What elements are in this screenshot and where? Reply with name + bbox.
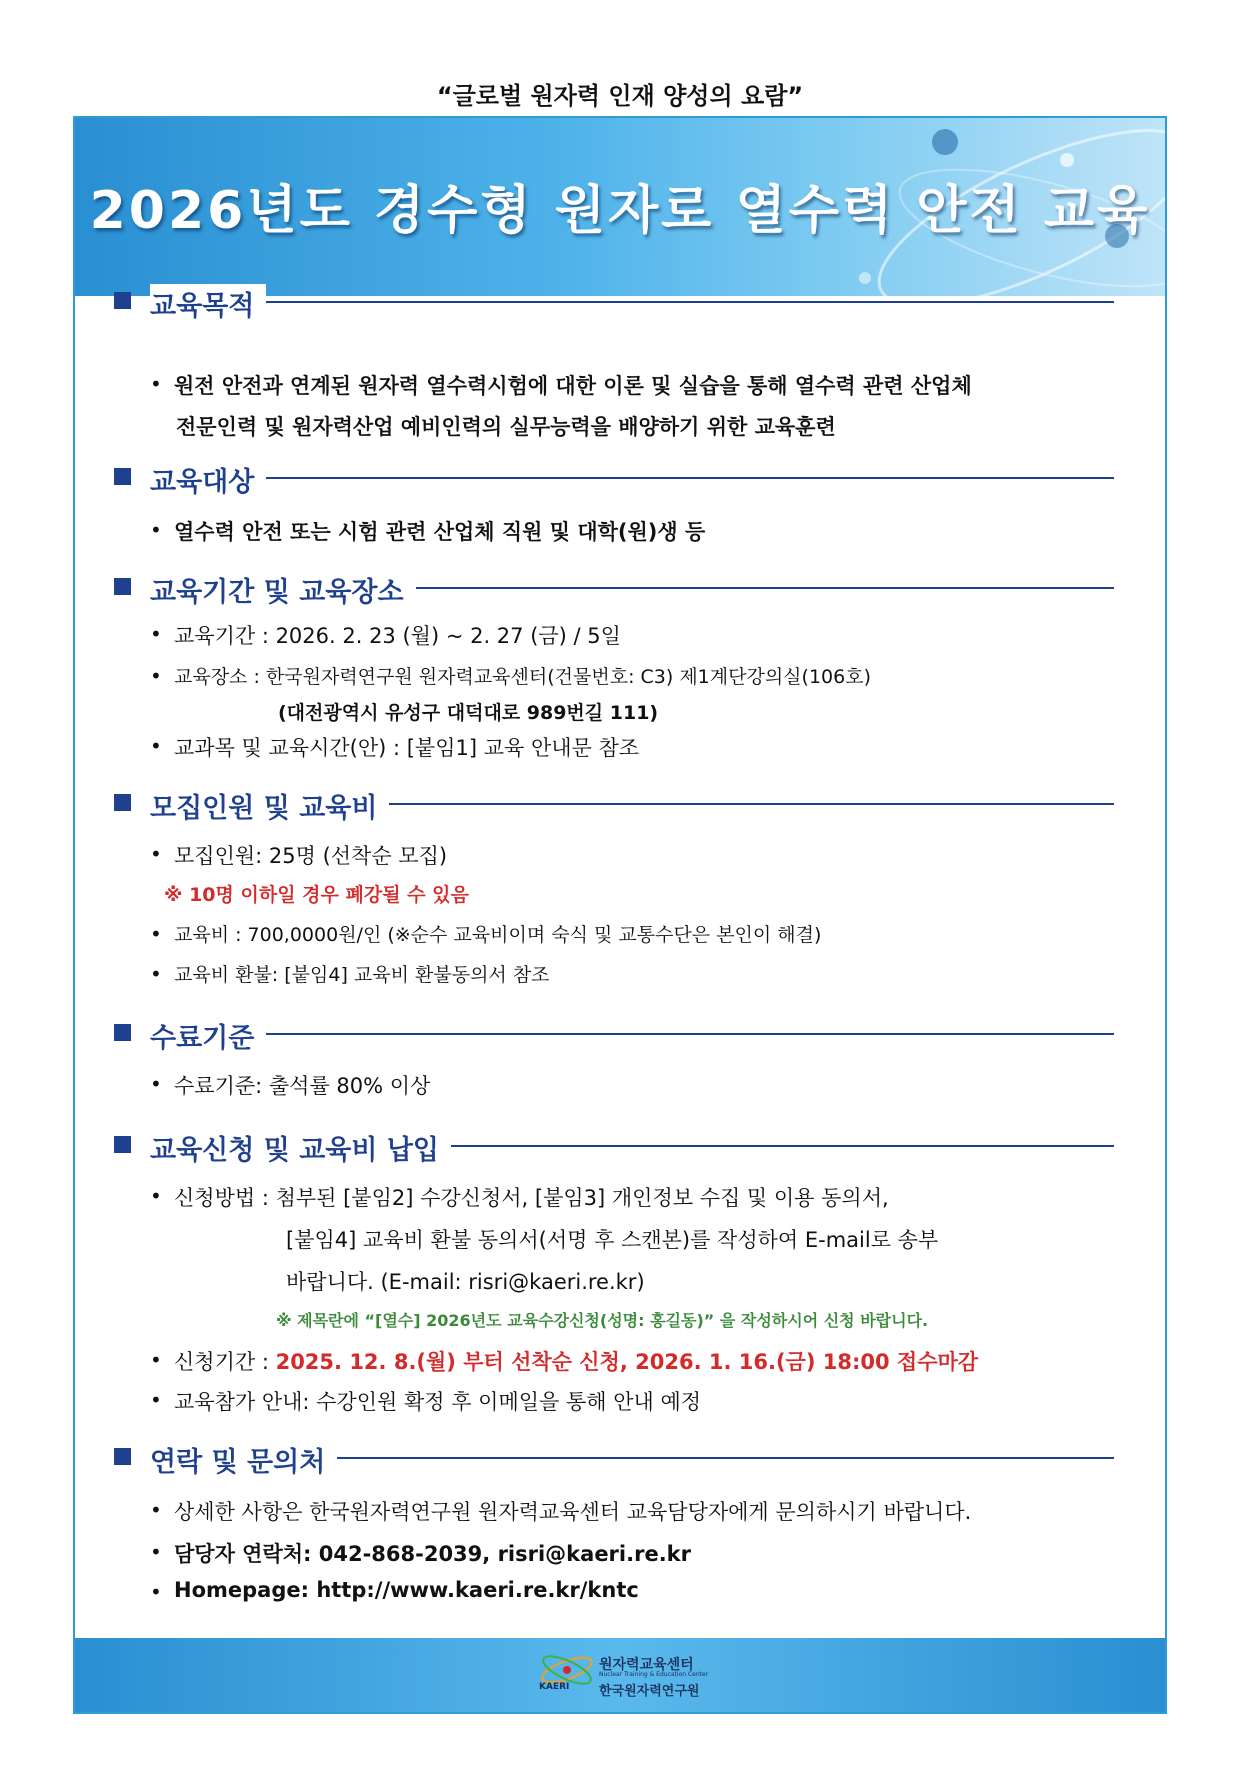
section-title: 교육신청 및 교육비 납입: [150, 1128, 451, 1167]
apply-note: ※ 제목란에 “[열수] 2026년도 교육수강신청(성명: 홍길동)” 을 작성하시어 신청 바랍니다.: [276, 1311, 929, 1330]
bullet-icon: •: [150, 1540, 162, 1564]
logo-org-name: 한국원자력연구원: [599, 1684, 700, 1699]
logo-org-abbr: KAERI: [539, 1682, 570, 1692]
bullet-icon: •: [150, 1072, 162, 1096]
section-purpose-header: [114, 284, 1114, 322]
purpose-line-2: 전문인력 및 원자력산업 예비인력의 실무능력을 배양하기 위한 교육훈련: [176, 415, 836, 439]
section-title: 수료기준: [150, 1016, 266, 1055]
logo-center-name: 원자력교육센터: [599, 1657, 694, 1673]
target-line: 열수력 안전 또는 시험 관련 산업체 직원 및 대학(원)생 등: [174, 520, 706, 544]
recruit-fee-line: 교육비 : 700,0000원/인 (※순수 교육비이며 숙식 및 교통수단은 본인이 해결): [174, 924, 822, 946]
period-place-line: 교육장소 : 한국원자력연구원 원자력교육센터(건물번호: C3) 제1계단강의실(106호): [174, 666, 871, 688]
bullet-icon: •: [150, 1580, 162, 1604]
section-apply-header: [114, 1128, 1114, 1166]
bullet-icon: •: [150, 842, 162, 866]
section-square-icon: [114, 292, 131, 309]
bullet-icon: •: [150, 922, 162, 946]
bullet-icon: •: [150, 518, 162, 542]
section-square-icon: [114, 468, 131, 485]
apply-method-line-3: 바랍니다. (E-mail: risri@kaeri.re.kr): [286, 1270, 645, 1294]
section-target-header: [114, 460, 1114, 498]
recruit-refund-line: 교육비 환불: [붙임4] 교육비 환불동의서 참조: [174, 964, 550, 986]
section-square-icon: [114, 578, 131, 595]
logo-center-sub: Nuclear Training & Education Center: [599, 1671, 709, 1678]
contact-line-1: 상세한 사항은 한국원자력연구원 원자력교육센터 교육담당자에게 문의하시기 바랍니다.: [174, 1500, 972, 1524]
bullet-icon: •: [150, 962, 162, 986]
bullet-icon: •: [150, 664, 162, 688]
apply-period-value: 2025. 12. 8.(월) 부터 선착순 신청, 2026. 1. 16.(금) 18:00 접수마감: [275, 1350, 979, 1374]
section-contact-header: [114, 1440, 1114, 1478]
bullet-icon: •: [150, 622, 162, 646]
section-period-header: [114, 570, 1114, 608]
section-title: 교육기간 및 교육장소: [150, 570, 416, 609]
period-date-line: 교육기간 : 2026. 2. 23 (월) ~ 2. 27 (금) / 5일: [174, 624, 621, 648]
bullet-icon: •: [150, 1348, 162, 1372]
apply-guide-line: 교육참가 안내: 수강인원 확정 후 이메일을 통해 안내 예정: [174, 1390, 702, 1414]
section-title: 교육목적: [150, 284, 266, 323]
apply-method-line-1: 신청방법 : 첨부된 [붙임2] 수강신청서, [붙임3] 개인정보 수집 및 이용 동의서,: [174, 1186, 889, 1210]
section-completion-header: [114, 1016, 1114, 1054]
bullet-icon: •: [150, 734, 162, 758]
purpose-line-1: 원전 안전과 연계된 원자력 열수력시험에 대한 이론 및 실습을 통해 열수력 관련 산업체: [174, 374, 972, 398]
kaeri-logo: [537, 1652, 717, 1700]
footer-band: [75, 1638, 1165, 1712]
section-rule: [150, 477, 1114, 479]
tagline: “글로벌 원자력 인재 양성의 요람”: [436, 82, 804, 110]
period-address-line: (대전광역시 유성구 대덕대로 989번길 111): [278, 702, 659, 724]
apply-method-line-2: [붙임4] 교육비 환불 동의서(서명 후 스캔본)를 작성하여 E-mail로 송부: [286, 1228, 939, 1252]
bullet-icon: •: [150, 1184, 162, 1208]
section-square-icon: [114, 1024, 131, 1041]
section-title: 모집인원 및 교육비: [150, 786, 389, 825]
section-square-icon: [114, 1448, 131, 1465]
section-rule: [150, 1033, 1114, 1035]
bullet-icon: •: [150, 1388, 162, 1412]
section-square-icon: [114, 794, 131, 811]
section-title: 연락 및 문의처: [150, 1440, 337, 1479]
apply-period-label: 신청기간 :: [174, 1350, 276, 1374]
section-square-icon: [114, 1136, 131, 1153]
period-subject-line: 교과목 및 교육시간(안) : [붙임1] 교육 안내문 참조: [174, 736, 640, 760]
recruit-warning: ※ 10명 이하일 경우 폐강될 수 있음: [164, 884, 469, 906]
section-title: 교육대상: [150, 460, 266, 499]
completion-line: 수료기준: 출석률 80% 이상: [174, 1074, 431, 1098]
section-recruit-header: [114, 786, 1114, 824]
bullet-icon: •: [150, 1498, 162, 1522]
recruit-count-line: 모집인원: 25명 (선착순 모집): [174, 844, 448, 868]
homepage-link[interactable]: Homepage: http://www.kaeri.re.kr/kntc: [174, 1578, 639, 1602]
bullet-icon: •: [150, 372, 162, 396]
section-rule: [150, 301, 1114, 303]
apply-period-line: [174, 1346, 978, 1376]
title-banner: [75, 118, 1165, 296]
contact-line-2[interactable]: 담당자 연락처: 042-868-2039, risri@kaeri.re.kr: [174, 1542, 691, 1566]
banner-title: 2026년도 경수형 원자로 열수력 안전 교육: [89, 181, 1151, 241]
